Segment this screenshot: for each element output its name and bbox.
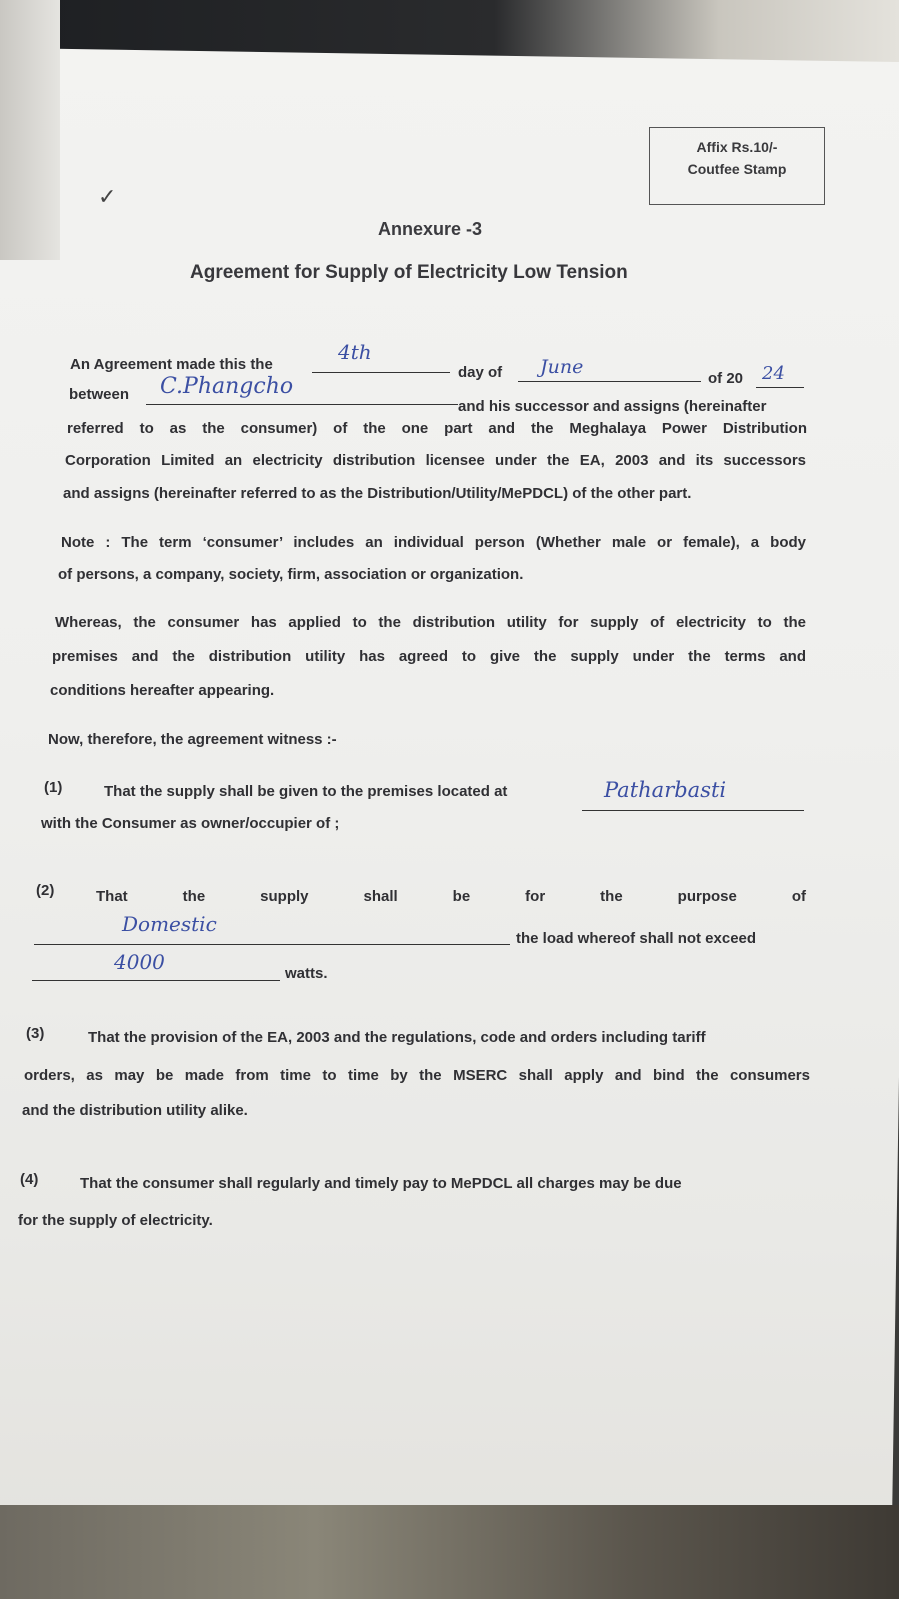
- clause-2-watts: watts.: [285, 965, 328, 982]
- now-therefore: Now, therefore, the agreement witness :-: [48, 731, 337, 748]
- clause-4-number: (4): [20, 1171, 39, 1188]
- clause-3-number: (3): [26, 1025, 45, 1042]
- clause-2-line-1: That the supply shall be for the purpose of: [96, 888, 806, 905]
- clause-4-line-1: That the consumer shall regularly and timely pay to MePDCL all charges may be due: [80, 1175, 682, 1192]
- whereas-line-2: premises and the distribution utility has agreed to give the supply under the terms and: [52, 648, 806, 665]
- intro-line-3: referred to as the consumer) of the one part and the Meghalaya Power Distribution: [67, 420, 807, 437]
- whereas-line-3: conditions hereafter appearing.: [50, 682, 275, 699]
- year-handwritten: 24: [762, 363, 785, 384]
- intro-line-5: and assigns (hereinafter referred to as the Distribution/Utility/MePDCL) of the other part.: [63, 485, 692, 502]
- day-handwritten: 4th: [338, 340, 372, 364]
- clause-2-load-text: the load whereof shall not exceed: [516, 930, 757, 947]
- intro-between: between: [69, 386, 130, 403]
- clause-4-line-2: for the supply of electricity.: [18, 1212, 213, 1229]
- clause-1-number: (1): [44, 779, 63, 796]
- stamp-line-2: Coutfee Stamp: [687, 161, 787, 177]
- intro-line-4: Corporation Limited an electricity distribution licensee under the EA, 2003 and its successors: [65, 452, 806, 469]
- intro-of-20: of 20: [708, 370, 744, 387]
- clause-1-text: That the supply shall be given to the premises located at: [104, 783, 508, 800]
- load-blank: [32, 980, 280, 981]
- agreement-title: Agreement for Supply of Electricity Low Tension: [190, 262, 628, 283]
- whereas-line-1: Whereas, the consumer has applied to the distribution utility for supply of electricity to the: [55, 614, 806, 631]
- stamp-box: [649, 127, 825, 205]
- intro-successor: and his successor and assigns (hereinafter: [458, 398, 767, 415]
- load-handwritten: 4000: [114, 950, 165, 974]
- clause-1-line-2: with the Consumer as owner/occupier of ;: [41, 815, 340, 832]
- purpose-handwritten: Domestic: [122, 912, 217, 936]
- year-blank: [756, 387, 804, 388]
- clause-3-line-3: and the distribution utility alike.: [22, 1102, 248, 1119]
- month-blank: [518, 381, 701, 382]
- purpose-blank: [34, 944, 510, 945]
- clause-2-number: (2): [36, 882, 55, 899]
- pen-mark-icon: ✓: [98, 184, 117, 209]
- note-line-1: Note : The term ‘consumer’ includes an individual person (Whether male or female), a body: [61, 534, 806, 551]
- month-handwritten: June: [540, 356, 584, 378]
- clause-3-line-1: That the provision of the EA, 2003 and the regulations, code and orders including tariff: [88, 1029, 706, 1046]
- intro-day-of: day of: [458, 364, 503, 381]
- consumer-name-blank: [146, 404, 458, 405]
- stamp-line-1: Affix Rs.10/-: [696, 139, 778, 155]
- day-blank: [312, 372, 450, 373]
- intro-made-this: An Agreement made this the: [70, 356, 273, 373]
- location-handwritten: Patharbasti: [604, 778, 727, 802]
- location-blank: [582, 810, 804, 811]
- consumer-name-handwritten: C.Phangcho: [160, 374, 294, 399]
- note-line-2: of persons, a company, society, firm, association or organization.: [58, 566, 524, 583]
- clause-3-line-2: orders, as may be made from time to time by the MSERC shall apply and bind the consumers: [24, 1067, 810, 1084]
- annexure-heading: Annexure -3: [378, 219, 483, 239]
